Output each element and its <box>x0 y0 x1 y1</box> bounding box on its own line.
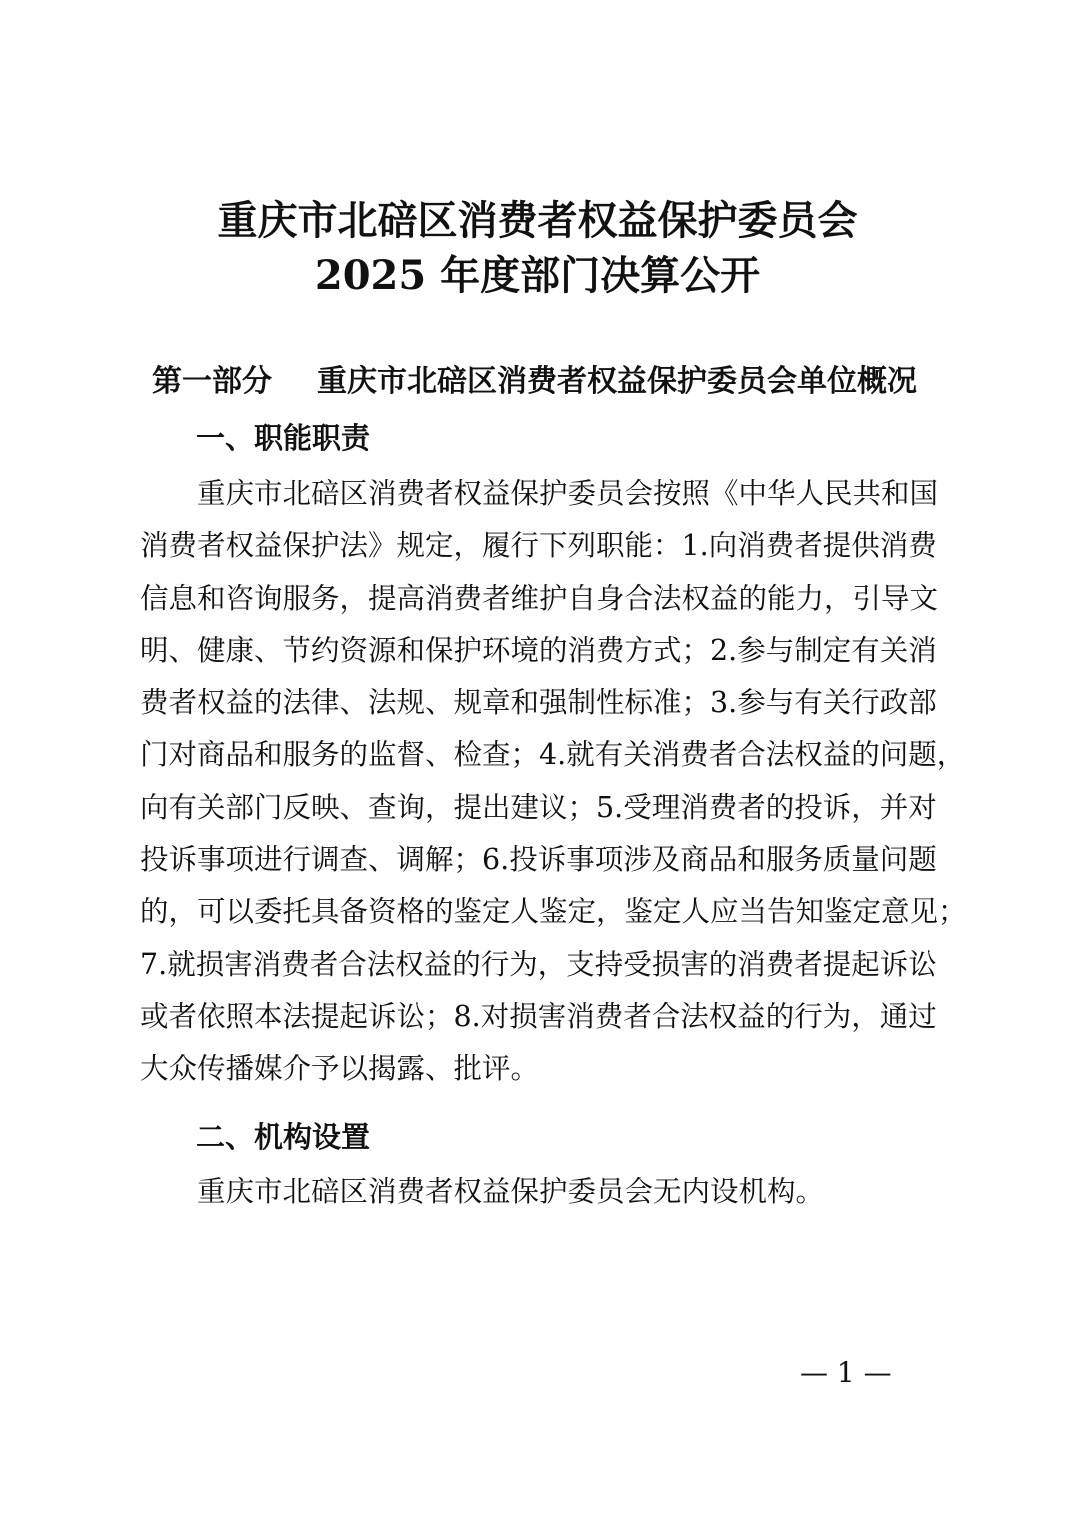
title-line-2: 2025 年度部门决算公开 <box>314 252 761 299</box>
document-title <box>0 193 1075 303</box>
paragraph-line: 信息和咨询服务，提高消费者维护自身合法权益的能力，引导文 <box>140 581 939 615</box>
part-label: 第一部分 <box>152 364 272 399</box>
title-line-1: 重庆市北碚区消费者权益保护委员会 <box>217 197 858 244</box>
page-number: — 1 — <box>800 1356 892 1389</box>
functions-paragraph <box>140 468 967 1096</box>
paragraph-line: 费者权益的法律、法规、规章和强制性标准；3.参与有关行政部 <box>140 686 937 720</box>
paragraph-line: 投诉事项进行调查、调解；6.投诉事项涉及商品和服务质量问题 <box>140 843 937 877</box>
paragraph-line: 向有关部门反映、查询，提出建议；5.受理消费者的投诉，并对 <box>140 790 937 824</box>
section-heading-functions: 一、职能职责 <box>196 421 371 455</box>
section-heading-organization: 二、机构设置 <box>196 1120 371 1154</box>
paragraph-line: 的，可以委托具备资格的鉴定人鉴定，鉴定人应当告知鉴定意见； <box>140 895 967 929</box>
organization-paragraph <box>140 1166 940 1218</box>
paragraph-line: 门对商品和服务的监督、检查；4.就有关消费者合法权益的问题， <box>140 738 966 772</box>
paragraph-line: 明、健康、节约资源和保护环境的消费方式；2.参与制定有关消 <box>140 633 937 667</box>
paragraph-line: 重庆市北碚区消费者权益保护委员会无内设机构。 <box>197 1175 825 1208</box>
part-heading <box>152 362 942 402</box>
paragraph-line: 或者依照本法提起诉讼；8.对损害消费者合法权益的行为，通过 <box>140 999 937 1033</box>
part-title: 重庆市北碚区消费者权益保护委员会单位概况 <box>317 364 917 399</box>
paragraph-line: 重庆市北碚区消费者权益保护委员会按照《中华人民共和国 <box>197 477 939 510</box>
paragraph-line: 7.就损害消费者合法权益的行为，支持受损害的消费者提起诉讼 <box>140 947 937 981</box>
paragraph-line: 消费者权益保护法》规定，履行下列职能：1.向消费者提供消费 <box>140 529 937 563</box>
paragraph-line: 大众传播媒介予以揭露、批评。 <box>140 1052 540 1086</box>
